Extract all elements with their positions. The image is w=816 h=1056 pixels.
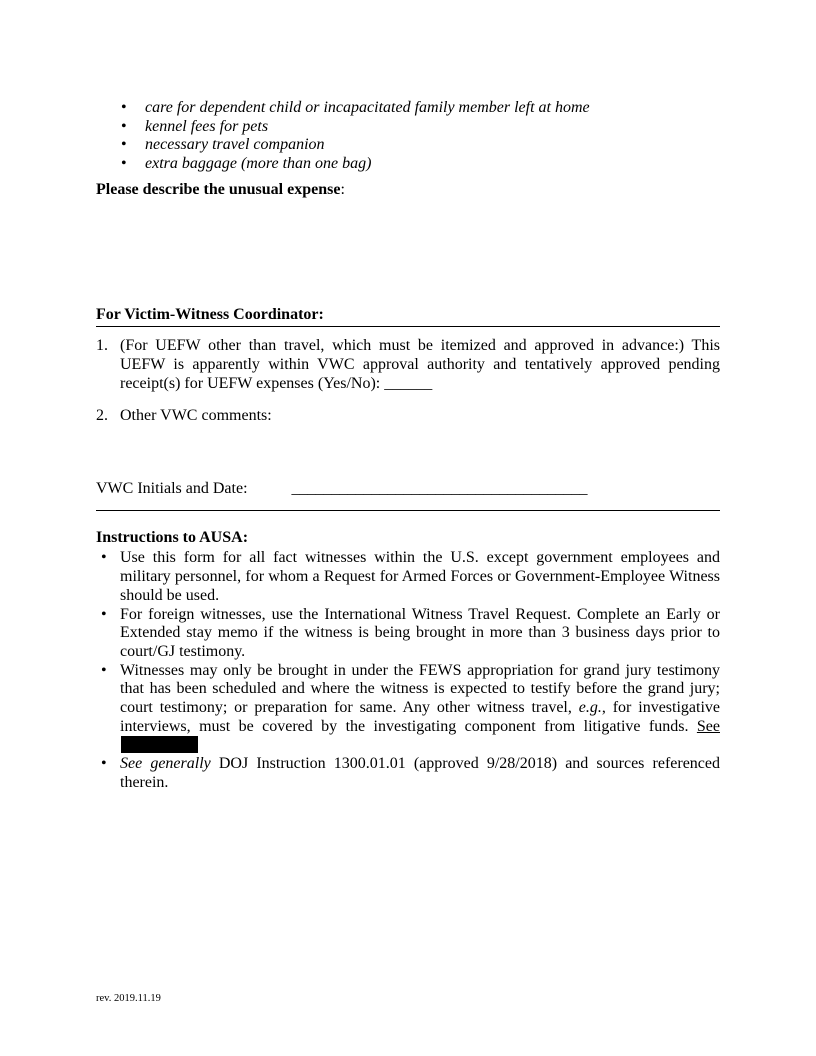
vwc-initials-blank: _____________________________________: [291, 480, 588, 498]
list-item: [96, 337, 720, 393]
list-item: [96, 99, 720, 118]
vwc-items-list: [96, 337, 720, 426]
item-number: 2.: [96, 407, 108, 425]
page-content: [96, 0, 720, 793]
see-citation: See: [696, 717, 720, 735]
vwc-initials-label: VWC Initials and Date:: [96, 480, 248, 498]
bullet-icon: •: [121, 99, 127, 116]
list-item: [96, 407, 720, 426]
list-item: [96, 755, 720, 792]
describe-expense-line: [96, 181, 720, 200]
bullet-icon: •: [101, 661, 107, 679]
bullet-icon: •: [121, 136, 127, 154]
list-item: [96, 662, 720, 756]
unusual-expense-examples-list: [96, 99, 720, 174]
instruction-text: For foreign witnesses, use the International Witness Travel Request. Complete an Early or Extended stay memo if the witness is being brought in more than 3 business days prior to court/GJ testimony.: [120, 605, 720, 660]
section-divider: [96, 510, 720, 511]
bullet-icon: •: [101, 605, 107, 623]
vwc-item-1-text: (For UEFW other than travel, which must be itemized and approved in advance:) This UEFW is apparently within VWC approval authority and tentatively approved pending receipt(s) for UEFW expenses (Yes/No):: [120, 337, 720, 392]
instructions-title: Instructions to AUSA:: [96, 528, 249, 546]
instruction-text: DOJ Instruction 1300.01.01 (approved 9/28/2018) and sources referenced therein.: [120, 755, 721, 791]
list-item-text: extra baggage (more than one bag): [145, 155, 372, 173]
bullet-icon: •: [101, 755, 107, 773]
describe-expense-colon: :: [340, 180, 345, 198]
instruction-text: Use this form for all fact witnesses within the U.S. except government employees and military personnel, for whom a Request for Armed Forces or Government-Employee Witness should be used.: [120, 549, 720, 604]
instruction-text-italic: e.g.: [578, 699, 602, 717]
item-number: 1.: [96, 337, 108, 355]
list-item: [96, 606, 720, 662]
instruction-text-italic: See generally: [120, 755, 211, 773]
list-item: [96, 136, 720, 155]
bullet-icon: •: [121, 117, 127, 135]
list-item-text: kennel fees for pets: [145, 117, 269, 135]
describe-expense-label: Please describe the unusual expense: [96, 180, 341, 198]
bullet-icon: •: [121, 155, 127, 173]
instructions-list: [96, 549, 720, 792]
instruction-text: Witnesses may only be brought in under the FEWS appropriation for grand jury testimony that has been scheduled and where the witness is expected to testify before the grand jury; court testimony; or preparation for same. Any other witness travel,: [120, 661, 720, 717]
bullet-icon: •: [101, 549, 107, 567]
list-item: [96, 118, 720, 137]
instruction-text: , for investigative interviews, must be covered by the investigating component from litigative funds.: [120, 699, 720, 735]
vwc-item-2-text: Other VWC comments:: [120, 407, 272, 425]
yes-no-blank: ______: [384, 374, 433, 392]
list-item: [96, 155, 720, 174]
vwc-initials-row: [96, 480, 720, 499]
redaction-box: [121, 736, 198, 753]
list-item: [96, 549, 720, 605]
list-item-text: necessary travel companion: [145, 136, 325, 154]
vwc-section-title: For Victim-Witness Coordinator:: [96, 306, 720, 328]
revision-note: rev. 2019.11.19: [96, 993, 161, 1004]
list-item-text: care for dependent child or incapacitated family member left at home: [145, 99, 590, 116]
